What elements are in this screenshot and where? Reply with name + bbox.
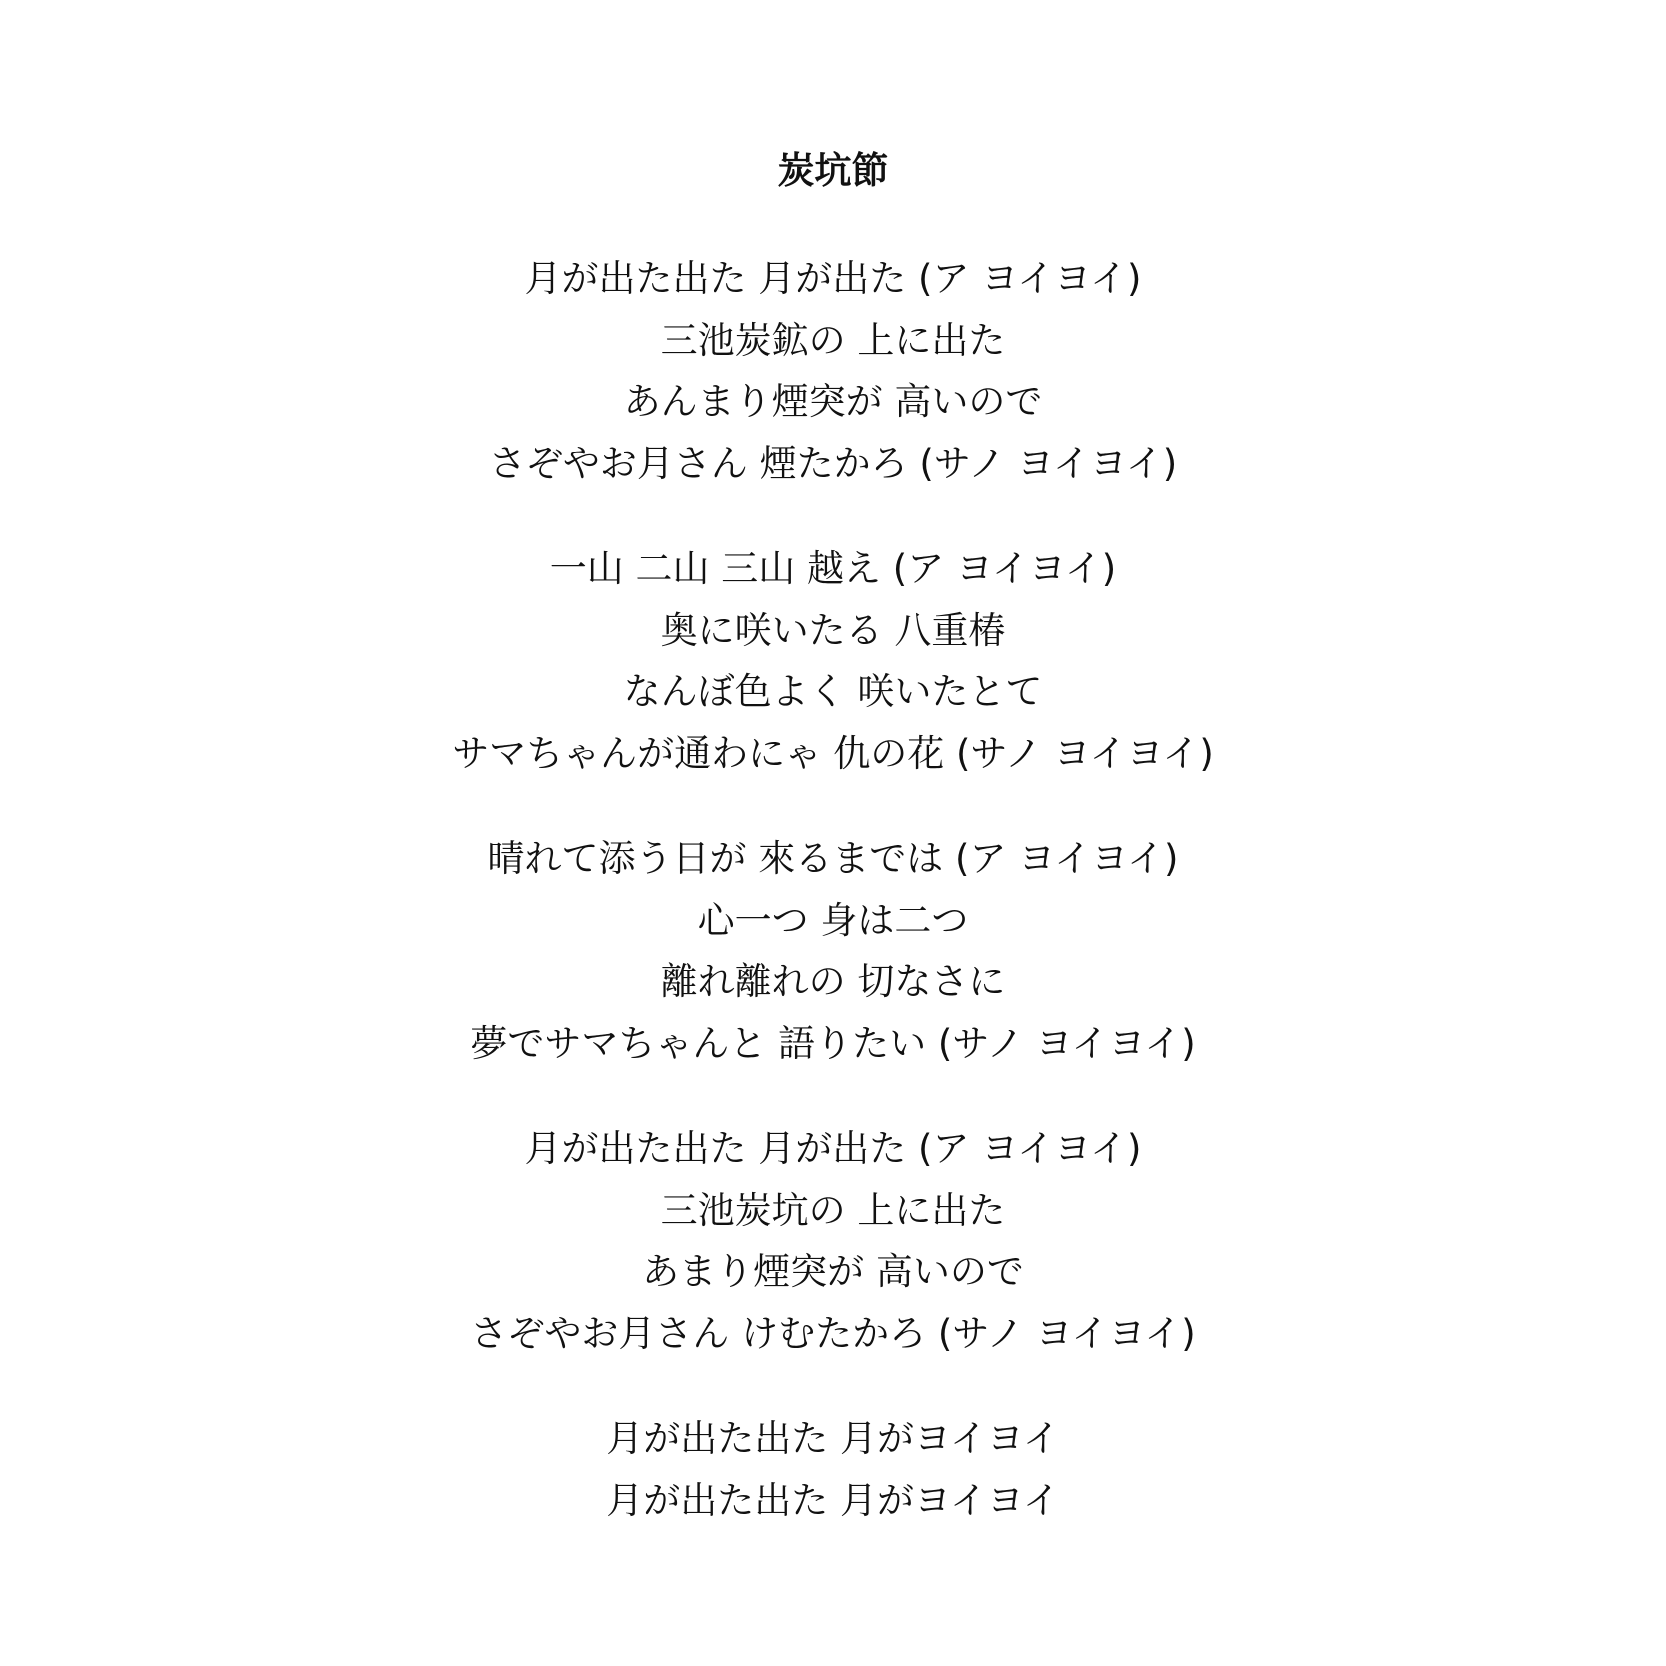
verse-4 [0,1118,1666,1364]
verse-line: 三池炭坑の 上に出た [660,1188,1006,1232]
verse-line: 一山 二山 三山 越え (ア ヨイヨイ) [549,547,1117,590]
verse-line: 月が出た出た 月がヨイヨイ [606,1417,1060,1460]
verse-line: 心一つ 身は二つ [697,898,969,942]
verse-line: なんぼ色よく 咲いたとて [623,670,1043,713]
verse-line: 三池炭鉱の 上に出た [660,318,1006,362]
verse-line: サマちゃんが通わにゃ 仇の花 (サノ ヨイヨイ) [452,731,1214,775]
verse-1 [0,248,1666,494]
verse-3 [0,828,1666,1074]
verse-5 [0,1408,1666,1531]
verse-line: あんまり煙突が 高いので [623,380,1043,423]
song-title: 炭坑節 [777,149,889,192]
verse-2 [0,538,1666,784]
verse-line: あまり煙突が 高いので [642,1250,1024,1293]
verse-line: さぞやお月さん 煙たかろ (サノ ヨイヨイ) [488,441,1178,485]
verse-line: 夢でサマちゃんと 語りたい (サノ ヨイヨイ) [470,1021,1196,1065]
verse-line: 晴れて添う日が 來るまでは (ア ヨイヨイ) [487,837,1179,880]
verse-line: 離れ離れの 切なさに [660,960,1006,1003]
verse-line: さぞやお月さん けむたかろ (サノ ヨイヨイ) [470,1311,1196,1355]
verse-line: 月が出た出た 月が出た (ア ヨイヨイ) [524,257,1142,300]
verse-line: 奥に咲いたる 八重椿 [660,608,1006,652]
verse-line: 月が出た出た 月が出た (ア ヨイヨイ) [524,1127,1142,1170]
verse-line: 月が出た出た 月がヨイヨイ [606,1478,1060,1522]
